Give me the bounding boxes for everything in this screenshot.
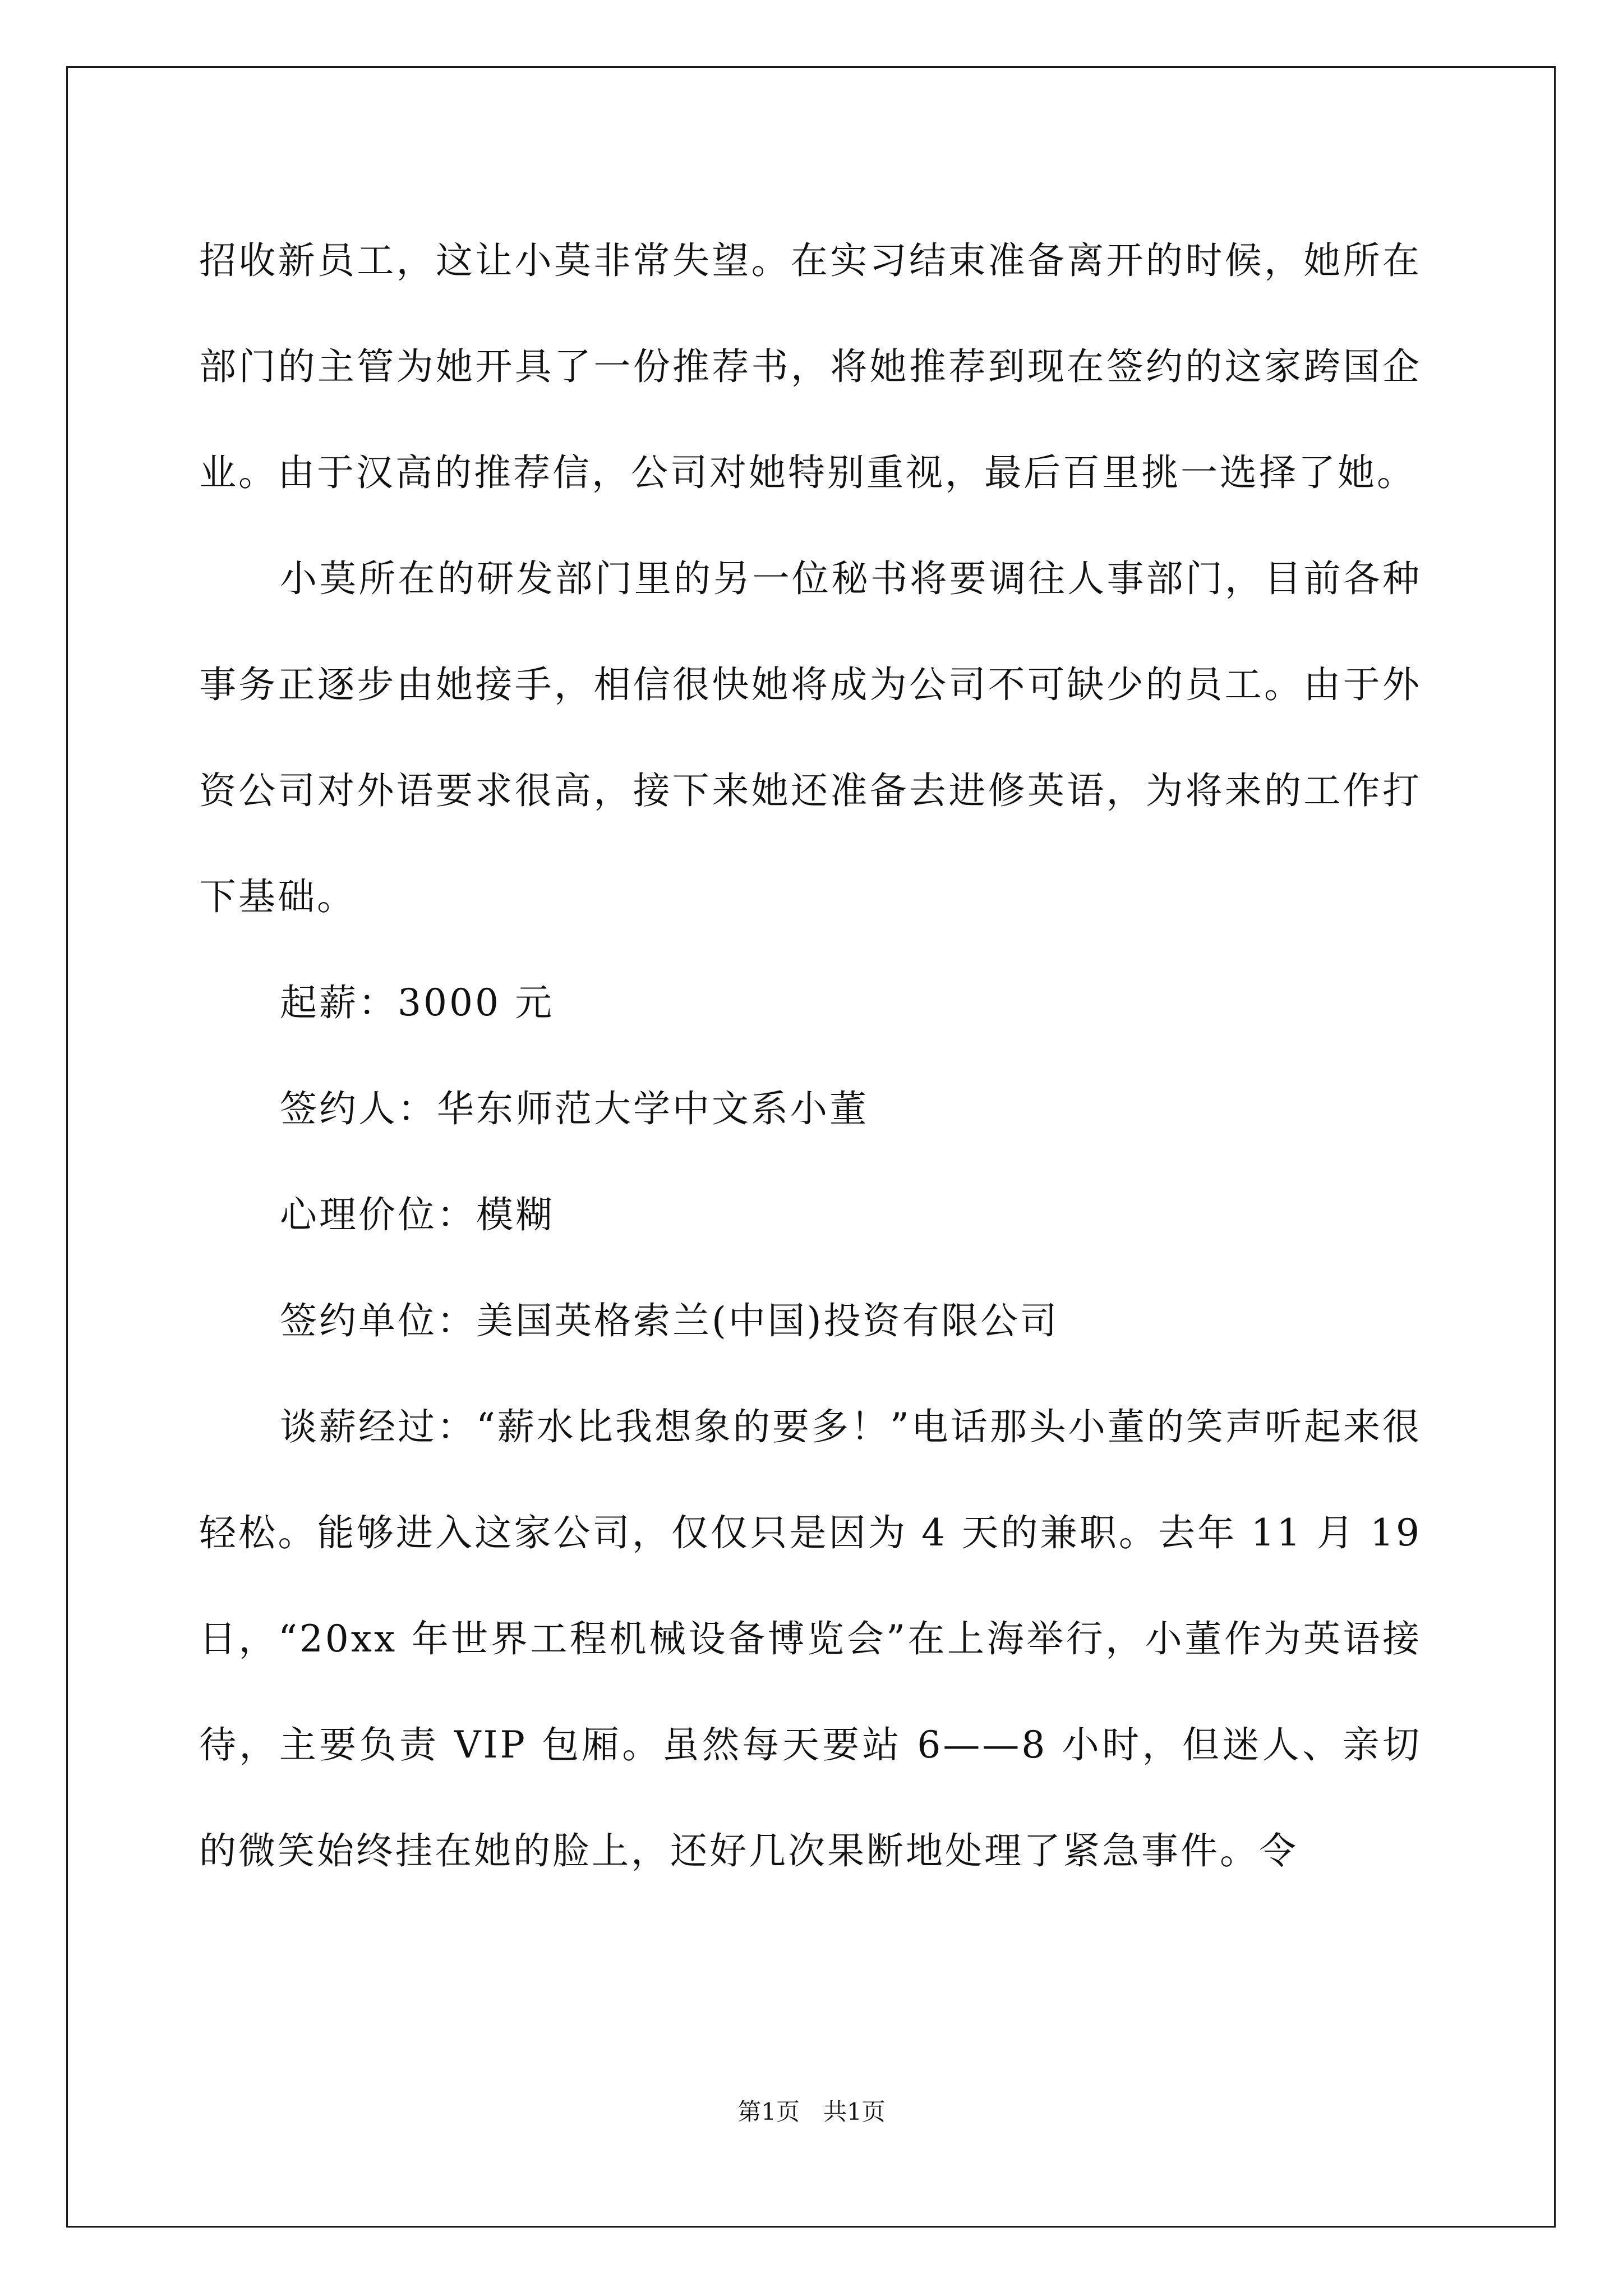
paragraph: 小莫所在的研发部门里的另一位秘书将要调往人事部门，目前各种事务正逐步由她接手，相信很快她将成为公司不可缺少的员工。由于外资公司对外语要求很高，接下来她还准备去进修英语，为将来的工作打下基础。 [199,557,1422,918]
page-number-footer: 第1页 共1页 [737,2098,886,2125]
paragraph: 谈薪经过：“薪水比我想象的要多！”电话那头小董的笑声听起来很轻松。能够进入这家公司，仅仅只是因为 4 天的兼职。去年 11 月 19 日，“20xx 年世界工程机械设备博览会”在上海举行，小董作为英语接待，主要负责 VIP 包厢。虽然每天要站 6——8 小时，但迷人、亲切的微笑始终挂在她的脸上，还好几次果断地处理了紧急事件。令 [199,1405,1422,1872]
signer-line: 签约人：华东师范大学中文系小董 [280,1087,869,1130]
paragraph: 招收新员工，这让小莫非常失望。在实习结束准备离开的时候，她所在部门的主管为她开具了一份推荐书，将她推荐到现在签约的这家跨国企业。由于汉高的推荐信，公司对她特别重视，最后百里挑一选择了她。 [199,239,1422,494]
salary-line: 起薪：3000 元 [280,981,554,1024]
employer-line: 签约单位：美国英格索兰(中国)投资有限公司 [280,1299,1059,1342]
expected-salary-line: 心理价位：模糊 [280,1193,555,1236]
document-body [199,208,1422,1904]
